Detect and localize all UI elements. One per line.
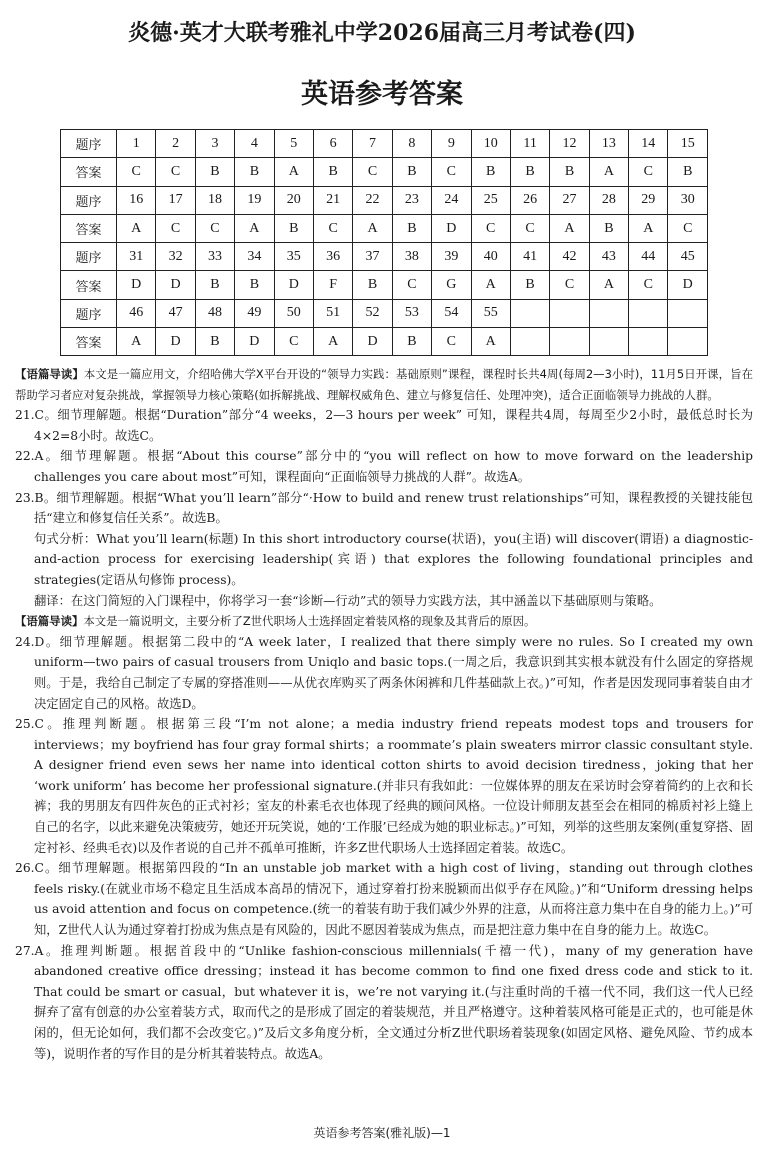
answer-cell: G bbox=[432, 271, 471, 299]
question-number-cell bbox=[629, 299, 668, 327]
answer-cell: B bbox=[668, 158, 708, 186]
paragraph-text: 句式分析：What you’ll learn(标题) In this short introductory course(状语)，you(主语) will discover(谓语) a diagnostic-and-action process for exercising leadership(宾语) that explores the following foundational principles and strategies(定语从句修饰 process)。 bbox=[34, 531, 753, 587]
answer-explanation bbox=[15, 446, 753, 487]
question-number-cell: 1 bbox=[117, 130, 156, 158]
answer-cell: D bbox=[156, 328, 195, 356]
question-number-cell: 10 bbox=[471, 130, 510, 158]
answer-cell: B bbox=[392, 158, 431, 186]
question-number-cell: 50 bbox=[274, 299, 313, 327]
question-number-cell: 30 bbox=[668, 186, 708, 214]
question-number-cell bbox=[510, 299, 549, 327]
question-number-cell: 33 bbox=[195, 243, 234, 271]
answer-table bbox=[60, 129, 708, 356]
question-number-cell: 25 bbox=[471, 186, 510, 214]
paragraph-text: 23.B。细节理解题。根据“What you’ll learn”部分“·How to build and renew trust relationships”可知，课程教授的关键技能包括“建立和修复信任关系”。故选B。 bbox=[15, 490, 753, 526]
answer-row bbox=[61, 328, 708, 356]
row-label: 答案 bbox=[61, 158, 117, 186]
answer-cell: B bbox=[235, 158, 274, 186]
answer-cell bbox=[589, 328, 628, 356]
row-label: 答案 bbox=[61, 214, 117, 242]
question-number-cell: 29 bbox=[629, 186, 668, 214]
answer-cell: C bbox=[274, 328, 313, 356]
answer-cell: A bbox=[235, 214, 274, 242]
question-number-cell: 3 bbox=[195, 130, 234, 158]
answer-cell: A bbox=[274, 158, 313, 186]
question-number-row bbox=[61, 130, 708, 158]
answer-cell: B bbox=[274, 214, 313, 242]
answer-cell: B bbox=[235, 271, 274, 299]
answer-cell bbox=[668, 328, 708, 356]
answer-explanation bbox=[15, 714, 753, 858]
question-number-cell: 21 bbox=[313, 186, 352, 214]
question-number-cell: 55 bbox=[471, 299, 510, 327]
answer-cell: C bbox=[668, 214, 708, 242]
question-number-cell: 6 bbox=[313, 130, 352, 158]
answer-cell: B bbox=[471, 158, 510, 186]
answer-cell: C bbox=[353, 158, 392, 186]
answer-cell bbox=[629, 328, 668, 356]
paragraph-text: 翻译：在这门简短的入门课程中，你将学习一套“诊断—行动”式的领导力实践方法，其中涵盖以下基础原则与策略。 bbox=[34, 593, 662, 608]
question-number-cell: 52 bbox=[353, 299, 392, 327]
answer-explanation bbox=[15, 488, 753, 529]
question-number-row bbox=[61, 299, 708, 327]
answer-cell: B bbox=[392, 214, 431, 242]
question-number-cell: 34 bbox=[235, 243, 274, 271]
question-number-cell bbox=[668, 299, 708, 327]
answer-cell: C bbox=[510, 214, 549, 242]
answer-row bbox=[61, 158, 708, 186]
question-number-cell: 47 bbox=[156, 299, 195, 327]
answer-cell: D bbox=[668, 271, 708, 299]
answer-cell: D bbox=[117, 271, 156, 299]
answer-row bbox=[61, 271, 708, 299]
question-number-cell: 45 bbox=[668, 243, 708, 271]
question-number-cell: 2 bbox=[156, 130, 195, 158]
question-number-cell: 49 bbox=[235, 299, 274, 327]
answer-explanation bbox=[15, 858, 753, 940]
paragraph-text: 25.C。推理判断题。根据第三段“I’m not alone；a media industry friend repeats modest tops and trousers for interviews；my boyfriend has four gray formal shirts；a roommate’s plain sweaters mirror classic consultant style. A designer friend even sews her name into identical cotton shirts to avoid decision tiredness，joking that her ‘work uniform’ has become her professional signature.(并非只有我如此：一位媒体界的朋友在采访时会穿着简约的上衣和长裤；我的男朋友有四件灰色的正式衬衫；室友的朴素毛衣也体现了经典的顾问风格。一位设计师朋友甚至会在相同的棉质衬衫上缝上自己的名字，以此来避免决策疲劳，她还开玩笑说，她的‘工作服’已经成为她的职业标志。)”可知，列举的这些朋友案例(重复穿搭、固定衬衫、经典毛衣)以及作者说的自己并不孤单可推断，许多Z世代职场人士选择固定着装。故选C。 bbox=[15, 717, 754, 855]
paragraph-text: 21.C。细节理解题。根据“Duration”部分“4 weeks，2—3 hours per week” 可知，课程共4周，每周至少2小时，最低总时长为4×2=8小时。故选C。 bbox=[15, 408, 753, 443]
row-label: 答案 bbox=[61, 328, 117, 356]
paragraph-text: 27.A。推理判断题。根据首段中的“Unlike fashion-conscious millennials(千禧一代)，many of my generation have abandoned creative office dressing；instead it has become common to find one fixed dress code and stick to it. That could be smart or casual，but whatever it is，we’re not varying it.(与注重时尚的千禧一代不同，我们这一代人已经摒弃了富有创意的办公室着装方式，取而代之的是形成了固定的着装规范，并且严格遵守。这种着装风格可能是正式的，也可能是休闲的，但无论如何，我们都不会改变它。)”及后文多角度分析，全文通过分析Z世代职场着装现象(如固定风格、避免风险、节约成本等)，说明作者的写作目的是分析其着装特点。故选A。 bbox=[15, 943, 753, 1061]
question-number-cell: 46 bbox=[117, 299, 156, 327]
explanations bbox=[15, 364, 753, 1064]
passage-guide bbox=[15, 364, 753, 405]
question-number-cell: 24 bbox=[432, 186, 471, 214]
answer-cell: B bbox=[353, 271, 392, 299]
question-number-cell: 42 bbox=[550, 243, 589, 271]
answer-cell: B bbox=[195, 271, 234, 299]
question-number-cell: 32 bbox=[156, 243, 195, 271]
answer-cell: B bbox=[313, 158, 352, 186]
question-number-cell: 40 bbox=[471, 243, 510, 271]
question-number-cell: 31 bbox=[117, 243, 156, 271]
question-number-cell: 53 bbox=[392, 299, 431, 327]
answer-cell: B bbox=[550, 158, 589, 186]
question-number-cell: 9 bbox=[432, 130, 471, 158]
question-number-cell: 28 bbox=[589, 186, 628, 214]
answer-cell: C bbox=[392, 271, 431, 299]
answer-cell: A bbox=[471, 271, 510, 299]
answer-cell: A bbox=[117, 328, 156, 356]
question-number-cell: 22 bbox=[353, 186, 392, 214]
question-number-cell: 36 bbox=[313, 243, 352, 271]
question-number-cell: 27 bbox=[550, 186, 589, 214]
answer-cell: A bbox=[471, 328, 510, 356]
answer-explanation bbox=[15, 941, 753, 1065]
question-number-cell: 4 bbox=[235, 130, 274, 158]
answer-cell: D bbox=[156, 271, 195, 299]
question-number-cell: 14 bbox=[629, 130, 668, 158]
question-number-cell: 11 bbox=[510, 130, 549, 158]
explanation-note bbox=[15, 591, 753, 612]
answer-cell: C bbox=[629, 271, 668, 299]
question-number-cell bbox=[550, 299, 589, 327]
paragraph-text: 26.C。细节理解题。根据第四段的“In an unstable job market with a high cost of living，standing out through clothes feels risky.(在就业市场不稳定且生活成本高昂的情况下，通过穿着打扮来脱颖而出似乎存在风险。)”和“Uniform dressing helps us avoid attention and focus on competence.(统一的着装有助于我们减少外界的注意，从而将注意力集中在自身的能力上。)”可知，Z世代人认为通过穿着打扮成为焦点是有风险的，因此不愿因着装成为焦点，而是把注意力集中在自身的能力上。故选C。 bbox=[15, 861, 753, 938]
answer-cell: A bbox=[629, 214, 668, 242]
answer-cell: C bbox=[117, 158, 156, 186]
exam-title: 炎德·英才大联考雅礼中学2026届高三月考试卷(四) bbox=[128, 20, 636, 46]
paragraph-text: 22.A。细节理解题。根据“About this course”部分中的“you will reflect on how to move forward on the leadership challenges you care about most”可知，课程面向“正面临领导力挑战的人群”。故选A。 bbox=[15, 449, 753, 484]
answer-cell: A bbox=[353, 214, 392, 242]
answer-cell: C bbox=[432, 158, 471, 186]
question-number-cell: 38 bbox=[392, 243, 431, 271]
guide-tag: 【语篇导读】 bbox=[15, 367, 84, 381]
answer-cell: C bbox=[471, 214, 510, 242]
row-label: 答案 bbox=[61, 271, 117, 299]
answer-cell: C bbox=[550, 271, 589, 299]
answer-cell: D bbox=[353, 328, 392, 356]
answer-cell: B bbox=[195, 158, 234, 186]
guide-tag: 【语篇导读】 bbox=[15, 614, 84, 629]
passage-guide bbox=[15, 611, 753, 632]
answer-cell: D bbox=[235, 328, 274, 356]
answer-cell: C bbox=[432, 328, 471, 356]
question-number-cell: 20 bbox=[274, 186, 313, 214]
answer-cell: D bbox=[432, 214, 471, 242]
question-number-cell bbox=[589, 299, 628, 327]
answer-cell: C bbox=[313, 214, 352, 242]
page-title: 英语参考答案 bbox=[301, 79, 463, 110]
question-number-cell: 26 bbox=[510, 186, 549, 214]
row-label: 题序 bbox=[61, 130, 117, 158]
question-number-cell: 15 bbox=[668, 130, 708, 158]
answer-cell: C bbox=[629, 158, 668, 186]
question-number-cell: 7 bbox=[353, 130, 392, 158]
question-number-cell: 41 bbox=[510, 243, 549, 271]
paragraph-text: 本文是一篇说明文，主要分析了Z世代职场人士选择固定着装风格的现象及其背后的原因。 bbox=[83, 614, 536, 629]
answer-cell: B bbox=[510, 158, 549, 186]
question-number-cell: 51 bbox=[313, 299, 352, 327]
question-number-cell: 19 bbox=[235, 186, 274, 214]
answer-explanation bbox=[15, 632, 753, 714]
answer-cell: A bbox=[117, 214, 156, 242]
answer-cell: A bbox=[589, 158, 628, 186]
answer-cell: B bbox=[510, 271, 549, 299]
explanation-note bbox=[15, 529, 753, 591]
question-number-cell: 8 bbox=[392, 130, 431, 158]
question-number-cell: 16 bbox=[117, 186, 156, 214]
paragraph-text: 24.D。细节理解题。根据第二段中的“A week later，I realized that there simply were no rules. So I created my own uniform—two pairs of casual trousers from Uniqlo and basic tops.(一周之后，我意识到其实根本就没有什么固定的穿搭规则。于是，我给自己制定了专属的穿搭准则——从优衣库购买了两条休闲裤和几件基础款上衣。)”可知，作者是因发现同事着装自由才决定固定自己的风格。故选D。 bbox=[15, 634, 753, 711]
answer-explanation bbox=[15, 405, 753, 446]
answer-cell: C bbox=[156, 158, 195, 186]
answer-cell: F bbox=[313, 271, 352, 299]
question-number-cell: 39 bbox=[432, 243, 471, 271]
row-label: 题序 bbox=[61, 299, 117, 327]
question-number-cell: 12 bbox=[550, 130, 589, 158]
row-label: 题序 bbox=[61, 186, 117, 214]
answer-cell bbox=[550, 328, 589, 356]
answer-cell: D bbox=[274, 271, 313, 299]
row-label: 题序 bbox=[61, 243, 117, 271]
question-number-row bbox=[61, 186, 708, 214]
question-number-row bbox=[61, 243, 708, 271]
question-number-cell: 43 bbox=[589, 243, 628, 271]
question-number-cell: 37 bbox=[353, 243, 392, 271]
question-number-cell: 48 bbox=[195, 299, 234, 327]
answer-row bbox=[61, 214, 708, 242]
paragraph-text: 本文是一篇应用文，介绍哈佛大学X平台开设的“领导力实践：基础原则”课程，课程时长共4周(每周2—3小时)，11月5日开课，旨在帮助学习者应对复杂挑战，掌握领导力核心策略(如拆解挑战、理解权威角色、建立与修复信任、处理冲突)，适合正面临领导力挑战的人群。 bbox=[15, 367, 753, 402]
question-number-cell: 54 bbox=[432, 299, 471, 327]
question-number-cell: 23 bbox=[392, 186, 431, 214]
answer-cell: C bbox=[156, 214, 195, 242]
question-number-cell: 5 bbox=[274, 130, 313, 158]
answer-cell: B bbox=[195, 328, 234, 356]
question-number-cell: 13 bbox=[589, 130, 628, 158]
page-footer: 英语参考答案(雅礼版)—1 bbox=[313, 1126, 451, 1140]
answer-cell: B bbox=[589, 214, 628, 242]
question-number-cell: 35 bbox=[274, 243, 313, 271]
answer-cell: B bbox=[392, 328, 431, 356]
answer-cell: A bbox=[313, 328, 352, 356]
question-number-cell: 44 bbox=[629, 243, 668, 271]
answer-cell: A bbox=[550, 214, 589, 242]
question-number-cell: 18 bbox=[195, 186, 234, 214]
answer-cell: A bbox=[589, 271, 628, 299]
answer-cell bbox=[510, 328, 549, 356]
answer-cell: C bbox=[195, 214, 234, 242]
question-number-cell: 17 bbox=[156, 186, 195, 214]
